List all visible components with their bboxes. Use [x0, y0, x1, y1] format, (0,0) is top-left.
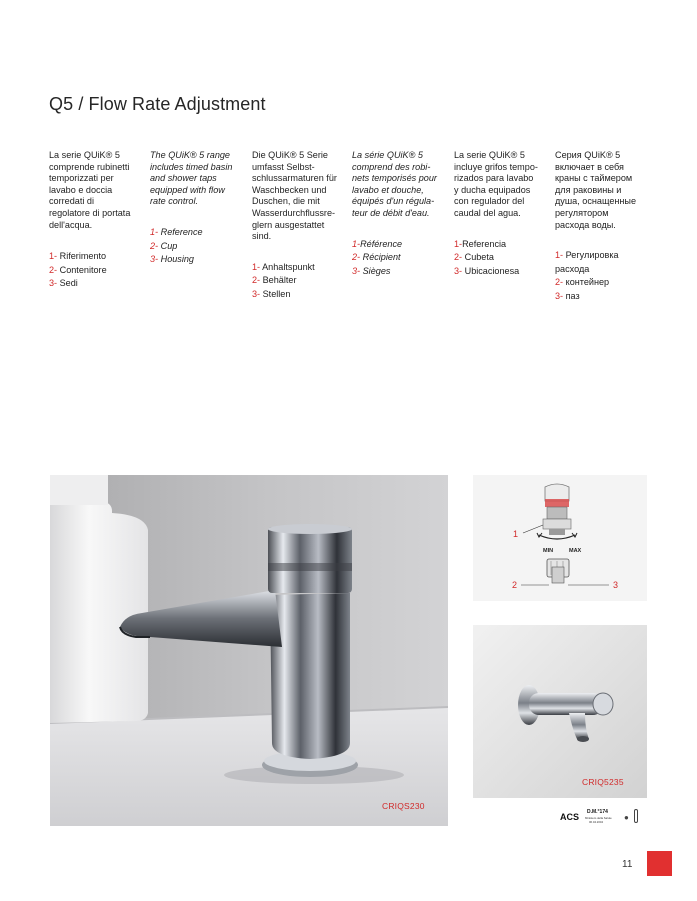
acs-logo: ACS — [560, 812, 580, 822]
dm-mark: D.M.°174 — [587, 809, 608, 815]
list-item: 2- Behälter — [252, 275, 297, 286]
component-list — [150, 226, 246, 267]
component-list — [454, 238, 550, 279]
product-code: CRIQS230 — [382, 801, 425, 811]
list-item: 3- Stellen — [252, 288, 291, 299]
column-german — [252, 150, 348, 302]
list-item: 2- Contenitore — [49, 264, 107, 275]
column-intro: Серия QUiK® 5 включает в себя краны с таймером для раковины и душа, оснащенные регулятором расхода воды. — [555, 150, 637, 230]
dm-ministry: Ministero della Salute — [585, 816, 612, 820]
callout-1: 1 — [513, 529, 519, 539]
page-number: 11 — [622, 859, 633, 870]
component-list — [555, 249, 655, 303]
list-item: 1- Reference — [150, 226, 203, 237]
water-drop-icon: ● — [624, 813, 629, 822]
column-intro: La série QUiK® 5 comprend des robi- nets temporisés pour lavabo et douche, équipés d'un régula- teur de débit d'eau. — [352, 150, 437, 218]
product-code: CRIQ5235 — [582, 777, 624, 787]
component-list — [252, 261, 348, 302]
column-spanish — [454, 150, 550, 278]
callout-3: 3 — [613, 580, 619, 590]
callout-2: 2 — [512, 580, 518, 590]
list-item: 1- Anhaltspunkt — [252, 261, 315, 272]
basin-tap-photo — [50, 475, 448, 826]
column-english — [150, 150, 246, 267]
list-item: 1- Регулировка расхода — [555, 250, 619, 274]
cartridge-diagram — [473, 475, 647, 601]
wall-tap-image — [473, 625, 647, 798]
column-intro: La serie QUiK® 5 comprende rubinetti temporizzati per lavabo e doccia corredati di regolatore di portata dell'acqua. — [49, 150, 131, 230]
list-item: 3- Ubicacionesa — [454, 265, 520, 276]
dm-date: 06.04.2004 — [589, 820, 603, 824]
page-marker — [647, 851, 672, 876]
column-intro: La serie QUiK® 5 incluye grifos tempo- rizados para lavabo y ducha equipados con regulador del caudal del agua. — [454, 150, 538, 218]
column-french — [352, 150, 448, 278]
acs-certification — [560, 808, 650, 828]
list-item: 1-Referencia — [454, 238, 507, 249]
exploded-diagram — [473, 475, 647, 601]
list-item: 3- Sedi — [49, 278, 78, 289]
list-item: 2- Cup — [150, 240, 178, 251]
max-label: MAX — [569, 548, 582, 554]
list-item: 1-Référence — [352, 238, 403, 249]
wall-tap-photo — [473, 625, 647, 798]
list-item: 2- контейнер — [555, 277, 610, 288]
component-list — [352, 238, 448, 279]
list-item: 1- Riferimento — [49, 251, 107, 262]
list-item: 2- Cubeta — [454, 252, 494, 263]
list-item: 2- Récipient — [352, 252, 401, 263]
column-russian — [555, 150, 655, 304]
list-item: 3- Sièges — [352, 265, 391, 276]
min-label: MIN — [543, 548, 554, 554]
list-item: 3- паз — [555, 290, 580, 301]
page-title: Q5 / Flow Rate Adjustment — [49, 94, 266, 114]
column-intro: Die QUiK® 5 Serie umfasst Selbst- schlussarmaturen für Waschbecken und Duschen, die mit Wasserdurchflussre- glern ausgestattet sind. — [252, 150, 337, 242]
column-intro: The QUiK® 5 range includes timed basin and shower taps equipped with flow rate control. — [150, 150, 233, 207]
column-italian — [49, 150, 145, 291]
thermometer-icon — [634, 809, 638, 823]
main-product-photo — [50, 475, 448, 826]
list-item: 3- Housing — [150, 254, 194, 265]
component-list — [49, 250, 145, 291]
